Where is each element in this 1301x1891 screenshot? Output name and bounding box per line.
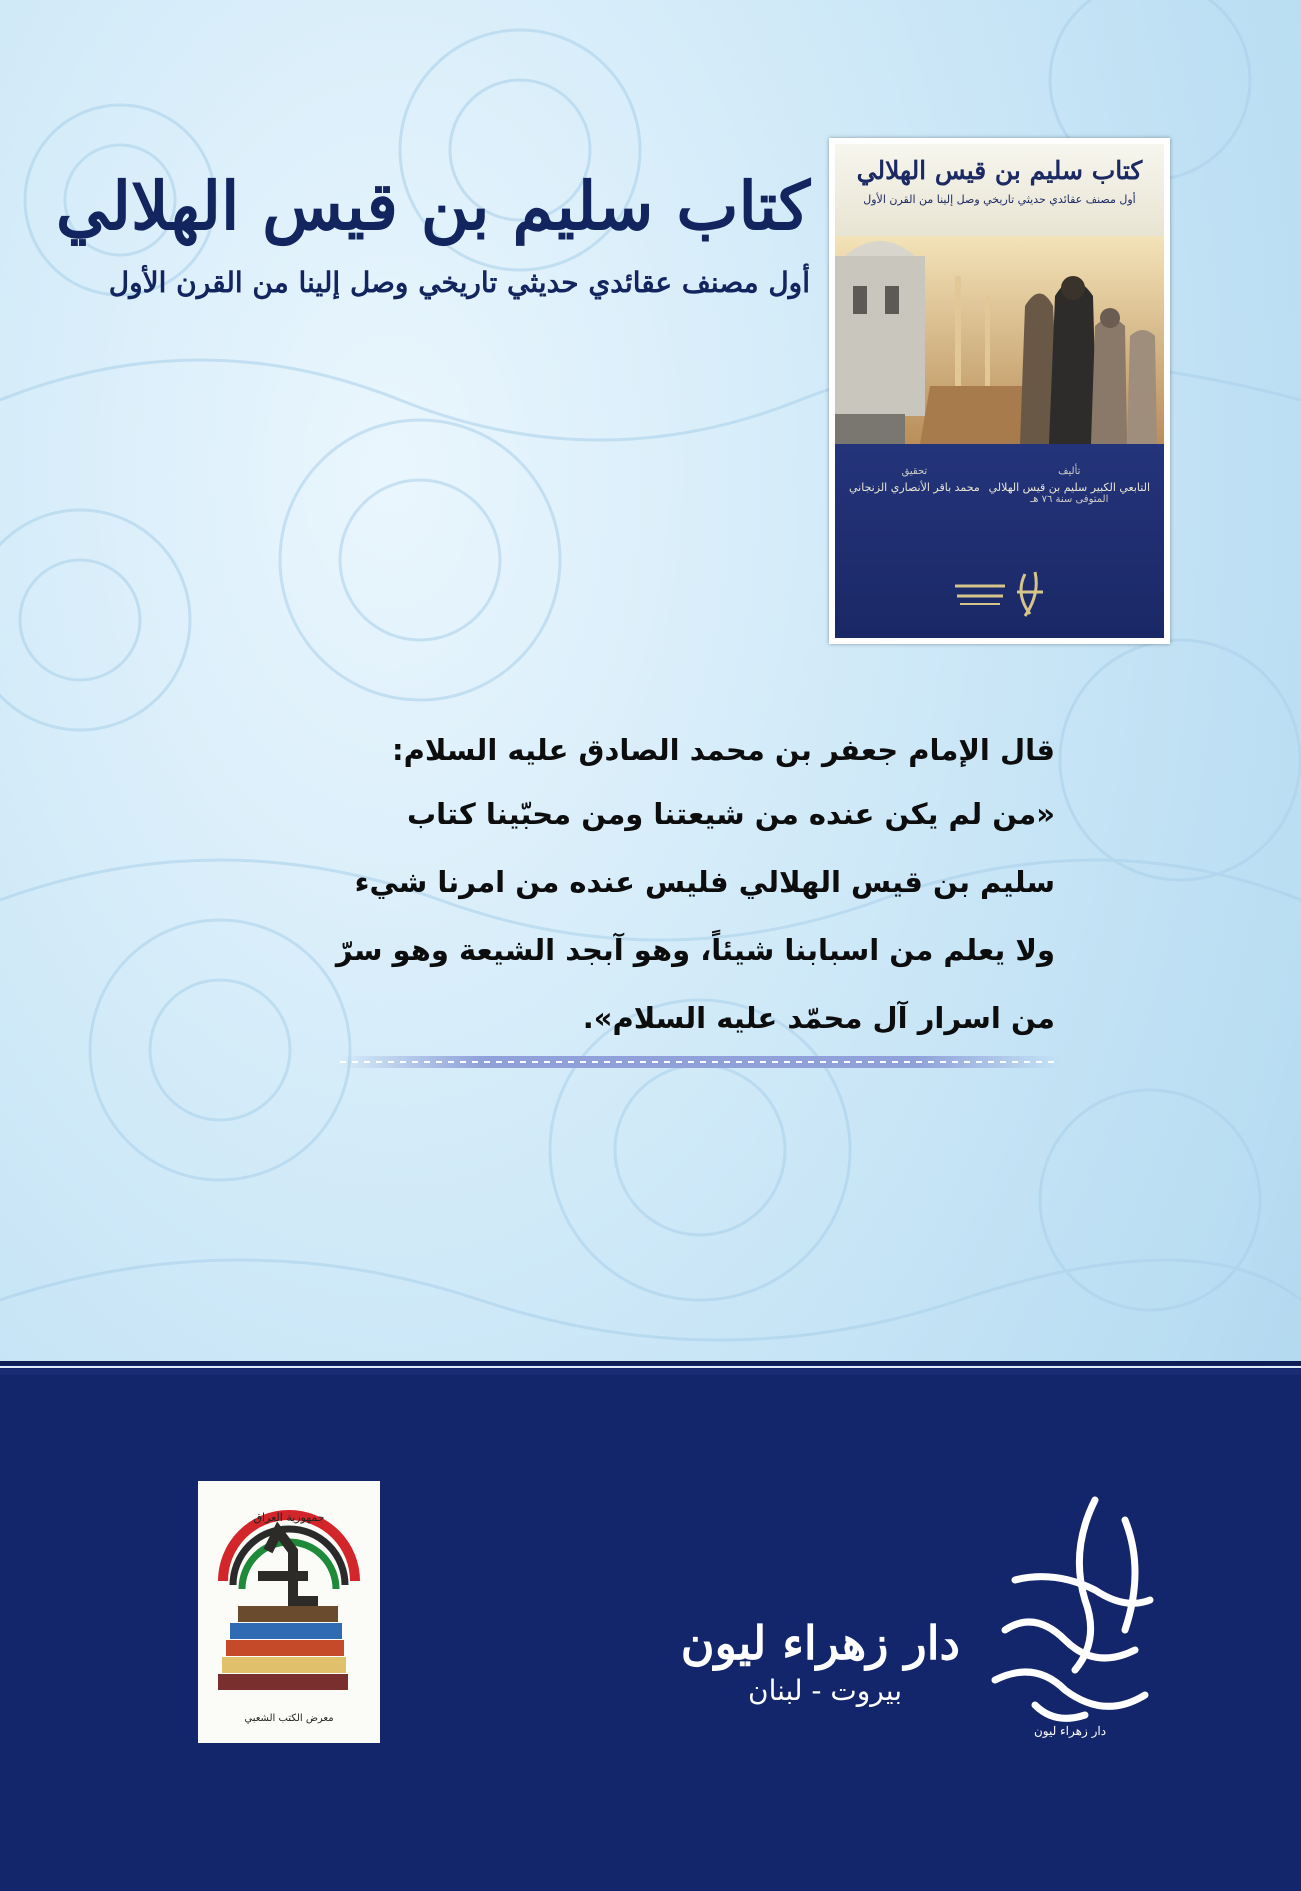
book-exhibition-logo	[198, 1481, 380, 1743]
band-top-rule	[0, 1361, 1301, 1375]
quote-line: ولا يعلم من اسبابنا شيئاً، وهو آبجد الشيعة وهو سرّ	[335, 933, 1055, 967]
front-cover-thumbnail	[829, 138, 1170, 644]
thumbnail-editor: تحقيق محمد باقر الأنصاري الزنجاني	[849, 466, 980, 494]
publisher-wordmark	[680, 1616, 960, 1707]
quote-line: سليم بن قيس الهلالي فليس عنده من امرنا شيء	[354, 865, 1055, 899]
quote-line: «من لم يكن عنده من شيعتنا ومن محبّينا كتاب	[407, 797, 1055, 831]
ornamental-divider	[340, 1050, 1060, 1074]
calligraphy-text: دار زهراء ليون	[1033, 1724, 1107, 1738]
thumbnail-title: كتاب سليم بن قيس الهلالي	[856, 156, 1143, 185]
quote-line: من اسرار آل محمّد عليه السلام».	[582, 1001, 1055, 1035]
book-title: كتاب سليم بن قيس الهلالي	[55, 167, 810, 245]
publisher-calligraphy-logo	[975, 1490, 1165, 1740]
cover-title-block	[55, 160, 810, 299]
quote-heading: قال الإمام جعفر بن محمد الصادق عليه السلام:	[392, 733, 1055, 767]
thumbnail-subtitle: أول مصنف عقائدي حديثي تاريخي وصل إلينا من القرن الأول	[863, 193, 1136, 206]
thumbnail-author: تأليف التابعي الكبير سليم بن قيس الهلالي المتوفى سنة ٧٦ هـ	[988, 466, 1150, 505]
thumbnail-publisher-logos	[945, 564, 1055, 624]
exhibit-logo-caption: معرض الكتب الشعبي	[244, 1713, 334, 1724]
book-subtitle: أول مصنف عقائدي حديثي تاريخي وصل إلينا من القرن الأول	[108, 266, 810, 299]
publisher-city: بيروت - لبنان	[748, 1674, 902, 1707]
mosque-prayer-illustration	[835, 236, 1164, 444]
exhibit-logo-country: جمهورية العراق	[253, 1511, 325, 1524]
publisher-name: دار زهراء ليون	[680, 1616, 960, 1670]
imam-quote	[310, 720, 1055, 1052]
